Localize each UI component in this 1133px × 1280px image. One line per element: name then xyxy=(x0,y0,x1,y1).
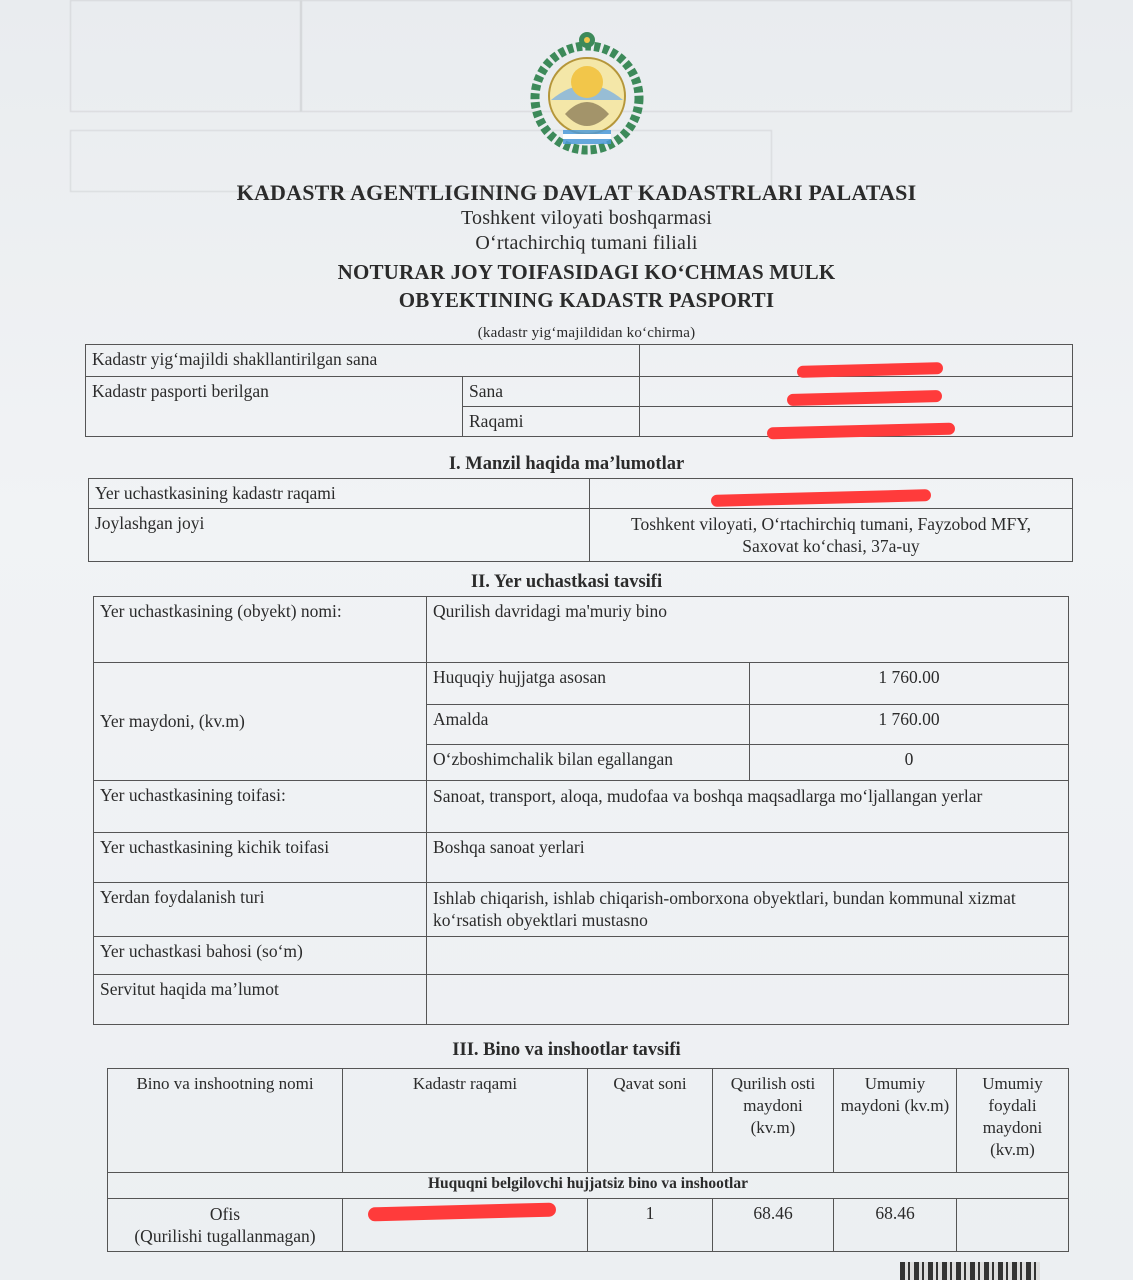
column-header: Qurilish osti maydoni (kv.m) xyxy=(713,1069,834,1173)
area-row-label: Huquqiy hujjatga asosan xyxy=(427,663,750,705)
formed-date-label: Kadastr yig‘majildi shakllantirilgan sana xyxy=(86,345,640,377)
document-subtitle: (kadastr yig‘majildidan ko‘chirma) xyxy=(477,325,696,341)
column-header: Umumiy foydali maydoni (kv.m) xyxy=(957,1069,1069,1173)
category-value: Sanoat, transport, aloqa, mudofaa va boshqa maqsadlarga mo‘ljallangan yerlar xyxy=(427,781,1069,833)
price-label: Yer uchastkasi bahosi (so‘m) xyxy=(94,937,427,975)
object-name-label: Yer uchastkasining (obyekt) nomi: xyxy=(94,597,427,663)
land-description-table xyxy=(93,596,1069,1025)
servitude-value xyxy=(427,975,1069,1025)
building-name-cell xyxy=(108,1199,343,1252)
area-label: Yer maydoni, (kv.m) xyxy=(94,663,427,781)
subcategory-value: Boshqa sanoat yerlari xyxy=(427,833,1069,883)
column-header: Qavat soni xyxy=(588,1069,713,1173)
building-status: (Qurilishi tugallanmagan) xyxy=(134,1226,316,1246)
branch-title: O‘rtachirchiq tumani filiali xyxy=(475,232,698,254)
area-row-value: 1 760.00 xyxy=(750,705,1069,745)
area-row-label: Amalda xyxy=(427,705,750,745)
location-value xyxy=(590,509,1073,562)
cadastral-number-label: Yer uchastkasining kadastr raqami xyxy=(89,479,590,509)
column-header: Umumiy maydoni (kv.m) xyxy=(834,1069,957,1173)
table-row xyxy=(108,1199,1069,1252)
location-value-line2: Saxovat ko‘chasi, 37a-uy xyxy=(742,536,920,556)
section-2-title: II. Yer uchastkasi tavsifi xyxy=(470,572,663,592)
section-3-title: III. Bino va inshootlar tavsifi xyxy=(452,1040,681,1060)
date-label: Sana xyxy=(463,377,640,407)
area-row-label: O‘zboshimchalik bilan egallangan xyxy=(427,745,750,781)
issued-label: Kadastr pasporti berilgan xyxy=(86,377,463,437)
usage-label: Yerdan foydalanish turi xyxy=(94,883,427,937)
buildings-table xyxy=(107,1068,1069,1252)
column-header: Kadastr raqami xyxy=(343,1069,588,1173)
location-value-line1: Toshkent viloyati, O‘rtachirchiq tumani, Fayzobod MFY, xyxy=(631,514,1031,534)
category-label: Yer uchastkasining toifasi: xyxy=(94,781,427,833)
building-name: Ofis xyxy=(209,1204,241,1224)
usage-value: Ishlab chiqarish, ishlab chiqarish-omborxona obyektlari, bundan kommunal xizmat ko‘rsatish obyektlari mustasno xyxy=(427,883,1069,937)
state-emblem-icon xyxy=(525,30,649,162)
agency-title: KADASTR AGENTLIGINING DAVLAT KADASTRLARI PALATASI xyxy=(236,180,917,205)
area-row-value: 0 xyxy=(750,745,1069,781)
building-total-area: 68.46 xyxy=(834,1199,957,1252)
subcategory-label: Yer uchastkasining kichik toifasi xyxy=(94,833,427,883)
document-title-line1: NOTURAR JOY TOIFASIDAGI KO‘CHMAS MULK xyxy=(337,260,836,284)
price-value xyxy=(427,937,1069,975)
location-label: Joylashgan joyi xyxy=(89,509,590,562)
group-label: Huquqni belgilovchi hujjatsiz bino va inshootlar xyxy=(108,1173,1069,1199)
section-1-title: I. Manzil haqida ma’lumotlar xyxy=(448,454,685,474)
area-row-value: 1 760.00 xyxy=(750,663,1069,705)
building-useful-area xyxy=(957,1199,1069,1252)
region-title: Toshkent viloyati boshqarmasi xyxy=(460,207,713,229)
servitude-label: Servitut haqida ma’lumot xyxy=(94,975,427,1025)
object-name-value: Qurilish davridagi ma'muriy bino xyxy=(427,597,1069,663)
qr-code-icon xyxy=(900,1262,1040,1280)
document-title-line2: OBYEKTINING KADASTR PASPORTI xyxy=(398,288,775,312)
building-footprint: 68.46 xyxy=(713,1199,834,1252)
number-label: Raqami xyxy=(463,407,640,437)
column-header: Bino va inshootning nomi xyxy=(108,1069,343,1173)
building-floors: 1 xyxy=(588,1199,713,1252)
